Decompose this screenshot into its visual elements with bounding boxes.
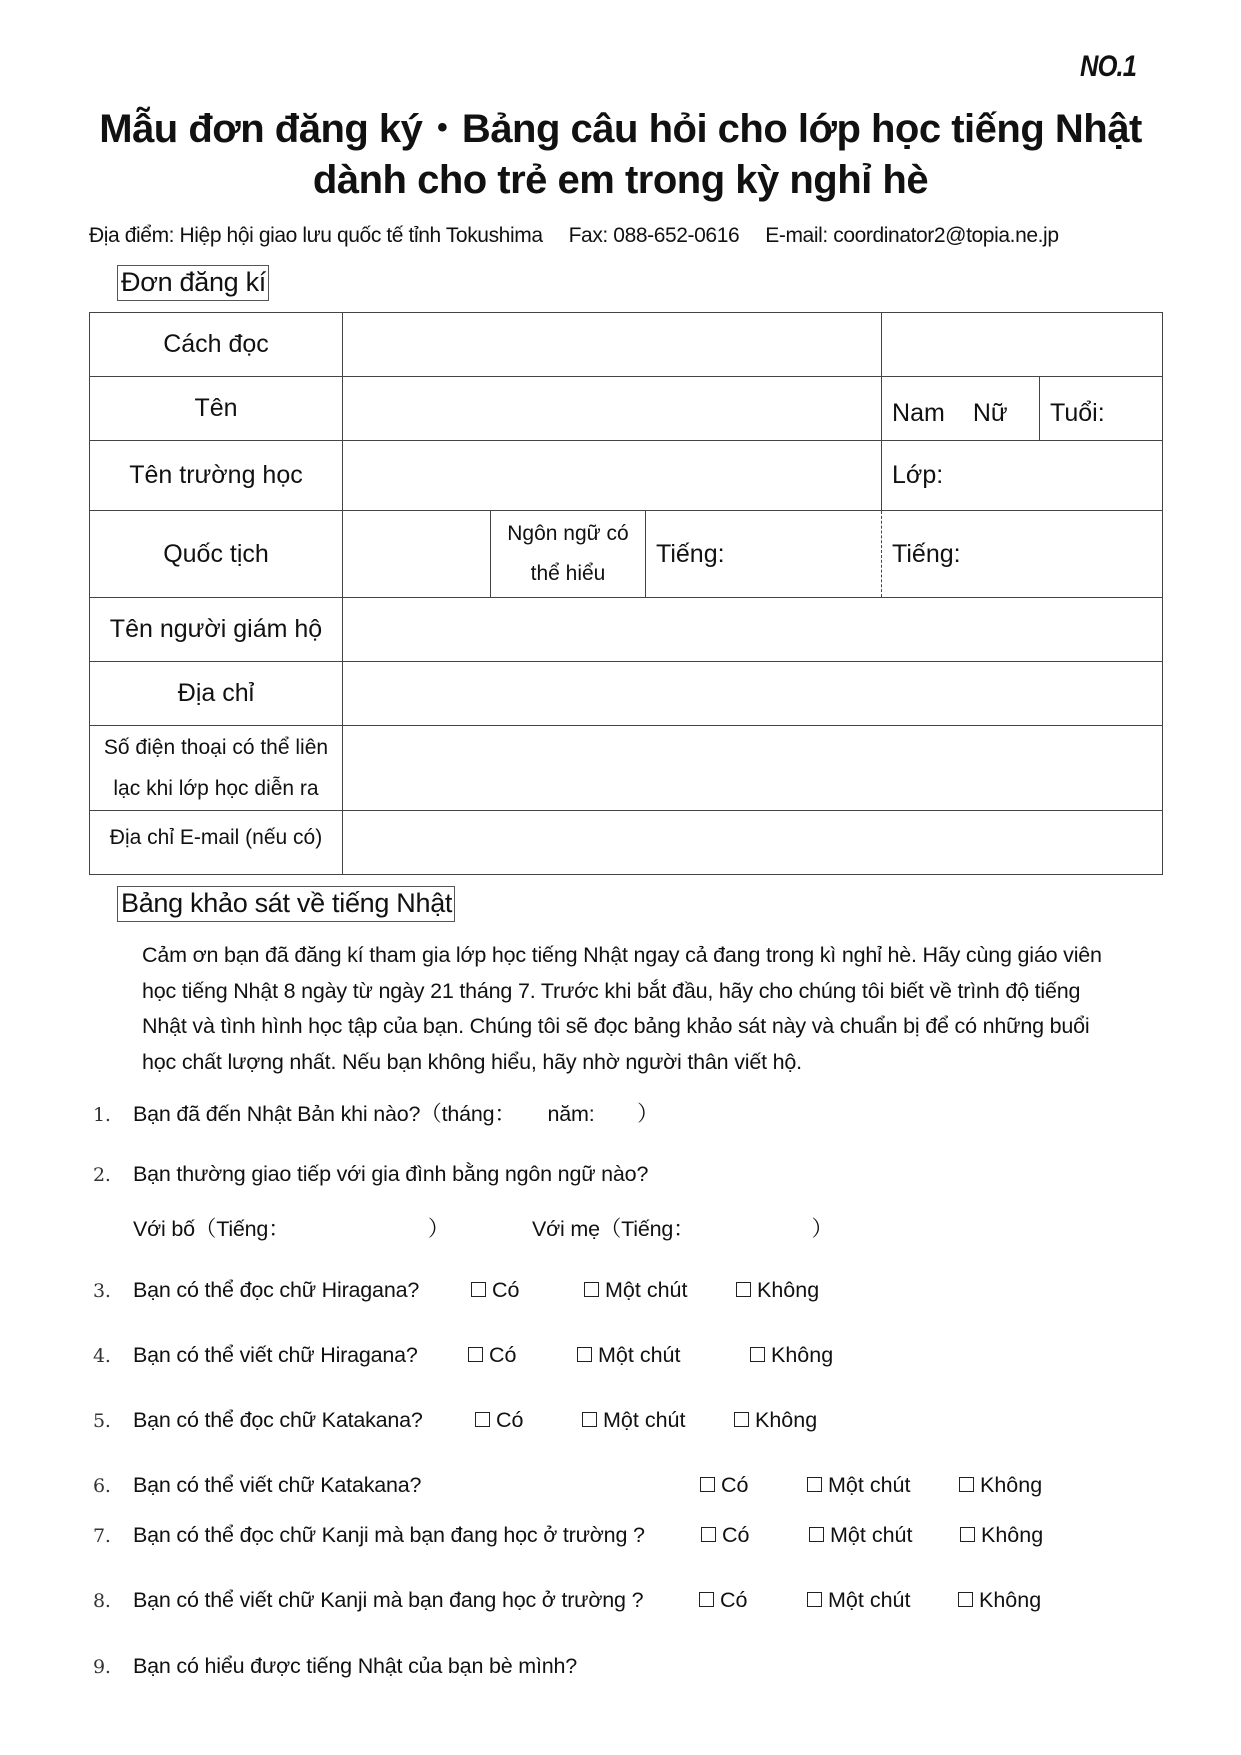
question-text: Bạn có hiểu được tiếng Nhật của bạn bè mình? xyxy=(133,1654,578,1678)
question-2 xyxy=(93,1162,648,1187)
option-label: Có xyxy=(489,1343,517,1367)
row-guardian xyxy=(90,598,1163,662)
question-5 xyxy=(93,1408,423,1433)
location-text: Địa điểm: Hiệp hội giao lưu quốc tế tỉnh Tokushima xyxy=(89,224,543,247)
question-text: Bạn có thể viết chữ Hiragana? xyxy=(133,1343,418,1367)
q3-option-little[interactable] xyxy=(584,1278,687,1303)
row-address xyxy=(90,662,1163,726)
option-label: Một chút xyxy=(830,1523,913,1547)
guardian-label: Tên người giám hộ xyxy=(90,598,343,662)
option-label: Không xyxy=(981,1523,1044,1547)
checkbox-icon[interactable] xyxy=(468,1347,483,1362)
option-label: Không xyxy=(755,1408,818,1432)
q7-option-yes[interactable] xyxy=(701,1523,749,1548)
option-label: Không xyxy=(771,1343,834,1367)
question-1 xyxy=(93,1097,658,1128)
question-4 xyxy=(93,1343,418,1368)
checkbox-icon[interactable] xyxy=(736,1282,751,1297)
grade-label: Lớp: xyxy=(892,461,944,489)
q6-option-no[interactable] xyxy=(959,1473,1042,1498)
registration-table xyxy=(89,312,1163,875)
gender-female[interactable]: Nữ xyxy=(972,399,1008,427)
gender-cell[interactable] xyxy=(882,377,1040,441)
school-label: Tên trường học xyxy=(90,441,343,511)
question-text: Bạn thường giao tiếp với gia đình bằng ngôn ngữ nào? xyxy=(133,1162,649,1186)
option-label: Không xyxy=(979,1588,1042,1612)
document-number: NO.1 xyxy=(1080,50,1137,83)
question-text: Bạn có thể đọc chữ Kanji mà bạn đang học ở trường ? xyxy=(133,1523,645,1547)
address-input[interactable] xyxy=(343,662,1163,726)
row-nationality xyxy=(90,511,1163,598)
option-label: Một chút xyxy=(603,1408,686,1432)
question-number: 5. xyxy=(93,1410,111,1432)
checkbox-icon[interactable] xyxy=(577,1347,592,1362)
q4-option-little[interactable] xyxy=(577,1343,680,1368)
phone-label-line1: Số điện thoại có thể liên xyxy=(103,736,329,759)
nationality-input[interactable] xyxy=(343,511,491,598)
checkbox-icon[interactable] xyxy=(584,1282,599,1297)
name-input[interactable] xyxy=(343,377,882,441)
q8-option-no[interactable] xyxy=(958,1588,1041,1613)
gender-male[interactable]: Nam xyxy=(892,399,945,427)
father-language[interactable]: Với bố（Tiếng： ） xyxy=(133,1217,450,1241)
guardian-input[interactable] xyxy=(343,598,1163,662)
q4-option-no[interactable] xyxy=(750,1343,833,1368)
question-number: 6. xyxy=(93,1475,111,1497)
row-name xyxy=(90,377,1163,441)
checkbox-icon[interactable] xyxy=(582,1412,597,1427)
q3-option-yes[interactable] xyxy=(471,1278,519,1303)
page-title-line1: Mẫu đơn đăng ký・Bảng câu hỏi cho lớp học tiếng Nhật xyxy=(99,107,1142,151)
languages-label-line1: Ngôn ngữ có xyxy=(507,522,629,545)
checkbox-icon[interactable] xyxy=(700,1477,715,1492)
address-label: Địa chỉ xyxy=(90,662,343,726)
phone-label xyxy=(90,726,343,811)
option-label: Có xyxy=(722,1523,750,1547)
school-input[interactable] xyxy=(343,441,882,511)
mother-language[interactable]: Với mẹ（Tiếng： ） xyxy=(532,1217,833,1241)
option-label: Một chút xyxy=(828,1473,911,1497)
option-label: Không xyxy=(757,1278,820,1302)
reading-extra-input[interactable] xyxy=(882,313,1163,377)
option-label: Có xyxy=(492,1278,520,1302)
checkbox-icon[interactable] xyxy=(959,1477,974,1492)
age-label: Tuổi: xyxy=(1050,399,1105,427)
grade-cell[interactable] xyxy=(882,441,1163,511)
checkbox-icon[interactable] xyxy=(471,1282,486,1297)
question-number: 7. xyxy=(93,1525,111,1547)
survey-heading: Bảng khảo sát về tiếng Nhật xyxy=(117,886,455,922)
checkbox-icon[interactable] xyxy=(807,1592,822,1607)
checkbox-icon[interactable] xyxy=(809,1527,824,1542)
language2-cell[interactable] xyxy=(882,511,1163,598)
row-phone xyxy=(90,726,1163,811)
fax-text: Fax: 088-652-0616 xyxy=(568,224,740,247)
q6-option-yes[interactable] xyxy=(700,1473,748,1498)
question-text: Bạn đã đến Nhật Bản khi nào?（tháng： năm: ） xyxy=(133,1102,659,1126)
question-text: Bạn có thể viết chữ Katakana? xyxy=(133,1473,422,1497)
checkbox-icon[interactable] xyxy=(734,1412,749,1427)
language1-cell[interactable] xyxy=(646,511,882,598)
option-label: Có xyxy=(721,1473,749,1497)
question-6 xyxy=(93,1473,421,1498)
reading-input[interactable] xyxy=(343,313,882,377)
survey-intro: Cảm ơn bạn đã đăng kí tham gia lớp học tiếng Nhật ngay cả đang trong kì nghỉ hè. Hãy cùng giáo viên học tiếng Nhật 8 ngày từ ngày 21 tháng 7. Trước khi bắt đầu, hãy cho chúng tôi biết về trình độ tiếng Nhật và tình hình học tập của bạn. Chúng tôi sẽ đọc bảng khảo sát này và chuẩn bị để có những buổi học chất lượng nhất. Nếu bạn không hiểu, hãy nhờ người thân viết hộ. xyxy=(142,943,1102,1074)
question-8 xyxy=(93,1588,643,1613)
language2-label: Tiếng: xyxy=(892,539,961,568)
reading-label: Cách đọc xyxy=(90,313,343,377)
question-number: 1. xyxy=(93,1104,111,1126)
checkbox-icon[interactable] xyxy=(701,1527,716,1542)
question-number: 2. xyxy=(93,1164,111,1186)
row-school xyxy=(90,441,1163,511)
question-3 xyxy=(93,1278,419,1303)
contact-info xyxy=(89,224,1059,248)
option-label: Một chút xyxy=(598,1343,681,1367)
q7-option-no[interactable] xyxy=(960,1523,1043,1548)
question-text: Bạn có thể đọc chữ Hiragana? xyxy=(133,1278,420,1302)
q8-option-little[interactable] xyxy=(807,1588,910,1613)
checkbox-icon[interactable] xyxy=(475,1412,490,1427)
name-label: Tên xyxy=(90,377,343,441)
email-label: Địa chỉ E-mail (nếu có) xyxy=(90,811,343,875)
q5-option-little[interactable] xyxy=(582,1408,685,1433)
q8-option-yes[interactable] xyxy=(699,1588,747,1613)
option-label: Một chút xyxy=(828,1588,911,1612)
email-input[interactable] xyxy=(343,811,1163,875)
nationality-label: Quốc tịch xyxy=(90,511,343,598)
question-9 xyxy=(93,1654,577,1679)
phone-label-line2: lạc khi lớp học diễn ra xyxy=(113,777,319,800)
language1-label: Tiếng: xyxy=(656,539,725,568)
option-label: Có xyxy=(496,1408,524,1432)
languages-label xyxy=(491,511,646,598)
question-text: Bạn có thể viết chữ Kanji mà bạn đang học ở trường ? xyxy=(133,1588,644,1612)
question-7 xyxy=(93,1523,645,1548)
question-text: Bạn có thể đọc chữ Katakana? xyxy=(133,1408,423,1432)
checkbox-icon[interactable] xyxy=(960,1527,975,1542)
row-reading xyxy=(90,313,1163,377)
age-cell[interactable] xyxy=(1040,377,1163,441)
q5-option-no[interactable] xyxy=(734,1408,817,1433)
row-email xyxy=(90,811,1163,875)
q5-option-yes[interactable] xyxy=(475,1408,523,1433)
question-number: 4. xyxy=(93,1345,111,1367)
checkbox-icon[interactable] xyxy=(958,1592,973,1607)
phone-input[interactable] xyxy=(343,726,1163,811)
email-text: E-mail: coordinator2@topia.ne.jp xyxy=(765,224,1059,247)
option-label: Không xyxy=(980,1473,1043,1497)
option-label: Có xyxy=(720,1588,748,1612)
option-label: Một chút xyxy=(605,1278,688,1302)
q6-option-little[interactable] xyxy=(807,1473,910,1498)
checkbox-icon[interactable] xyxy=(750,1347,765,1362)
question-number: 3. xyxy=(93,1280,111,1302)
question-number: 8. xyxy=(93,1590,111,1612)
registration-heading: Đơn đăng kí xyxy=(117,265,269,301)
checkbox-icon[interactable] xyxy=(699,1592,714,1607)
q3-option-no[interactable] xyxy=(736,1278,819,1303)
languages-label-line2: thể hiểu xyxy=(530,562,606,585)
page-title-line2: dành cho trẻ em trong kỳ nghỉ hè xyxy=(312,158,929,202)
checkbox-icon[interactable] xyxy=(807,1477,822,1492)
q7-option-little[interactable] xyxy=(809,1523,912,1548)
question-number: 9. xyxy=(93,1656,111,1678)
q4-option-yes[interactable] xyxy=(468,1343,516,1368)
